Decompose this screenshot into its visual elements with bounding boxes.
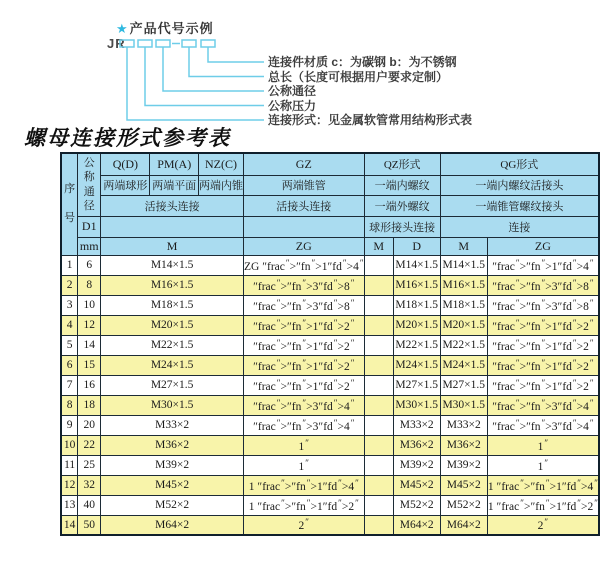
cell-qz-d: M33×2 — [393, 415, 440, 435]
table-row — [61, 355, 599, 375]
cell-gz: 1″ — [243, 435, 364, 455]
table-row — [61, 295, 599, 315]
cell-m: M36×2 — [101, 435, 244, 455]
cell-qg-m: M30×1.5 — [440, 395, 487, 415]
cell-qg-m: M18×1.5 — [440, 295, 487, 315]
cell-qz-d: M27×1.5 — [393, 375, 440, 395]
cell-qz-d: M22×1.5 — [393, 335, 440, 355]
cell-qg-m: M24×1.5 — [440, 355, 487, 375]
cell-m: M16×1.5 — [101, 275, 244, 295]
cell-qg-zg: ″frac″>″fn″>1″fd″>2″ — [487, 335, 599, 355]
connector-line — [127, 47, 264, 120]
cell-qg-zg: ″frac″>″fn″>1″fd″>2″ — [487, 315, 599, 335]
cell-qg-zg: 1″ — [487, 435, 599, 455]
cell-gz: 1 ″frac″>″fn″>1″fd″>4″ — [243, 475, 364, 495]
cell-seq: 12 — [61, 475, 78, 495]
cell-qg-zg: 1 ″frac″>″fn″>1″fd″>2″ — [487, 495, 599, 515]
table-row — [61, 315, 599, 335]
cell-m: M30×1.5 — [101, 395, 244, 415]
cell-seq: 5 — [61, 335, 78, 355]
reference-table — [60, 152, 600, 536]
cell-qz-m — [364, 355, 393, 375]
header-qz-row3: 一端外螺纹 — [364, 195, 440, 216]
header-qz-unit-m: M — [364, 237, 393, 255]
cell-dn: 12 — [78, 315, 101, 335]
cell-qg-m: M52×2 — [440, 495, 487, 515]
cell-gz: ″frac″>″fn″>1″fd″>2″ — [243, 375, 364, 395]
header-qg-unit-zg: ZG — [487, 237, 599, 255]
cell-qz-m — [364, 255, 393, 275]
header-qg-unit-m: M — [440, 237, 487, 255]
cell-m: M27×1.5 — [101, 375, 244, 395]
cell-qg-m: M39×2 — [440, 455, 487, 475]
cell-gz: ″frac″>″fn″>1″fd″>2″ — [243, 315, 364, 335]
cell-qz-m — [364, 275, 393, 295]
table-row — [61, 515, 599, 535]
cell-m: M22×1.5 — [101, 335, 244, 355]
cell-dn: 20 — [78, 415, 101, 435]
header-qg-code: QG形式 — [440, 153, 599, 175]
header-qz-code: QZ形式 — [364, 153, 440, 175]
cell-seq: 6 — [61, 355, 78, 375]
cell-qz-m — [364, 415, 393, 435]
cell-seq: 7 — [61, 375, 78, 395]
cell-qz-m — [364, 395, 393, 415]
cell-seq: 4 — [61, 315, 78, 335]
header-gz-unit: ZG — [243, 237, 364, 255]
cell-gz: ZG ″frac″>″fn″>1″fd″>4″ — [243, 255, 364, 275]
cell-dn: 50 — [78, 515, 101, 535]
cell-gz: ″frac″>″fn″>3″fd″>8″ — [243, 295, 364, 315]
cell-m: M45×2 — [101, 475, 244, 495]
header-empty-qpmnz — [101, 216, 244, 237]
connector-line — [208, 47, 264, 62]
code-label-diameter: 公称通径 — [268, 84, 317, 98]
cell-dn: 14 — [78, 335, 101, 355]
header-gz-ends: 两端锥管 — [243, 175, 364, 195]
cell-qg-m: M16×1.5 — [440, 275, 487, 295]
cell-dn: 6 — [78, 255, 101, 275]
cell-qz-d: M52×2 — [393, 495, 440, 515]
cell-qg-zg: ″frac″>″fn″>3″fd″>8″ — [487, 275, 599, 295]
code-label-length: 总长（长度可根据用户要求定制） — [268, 69, 449, 84]
cell-qz-m — [364, 315, 393, 335]
cell-dn: 18 — [78, 395, 101, 415]
cell-qz-m — [364, 375, 393, 395]
header-joint-conn: 活接头连接 — [101, 195, 244, 216]
cell-qz-d: M30×1.5 — [393, 395, 440, 415]
header-qg-row3: 一端锥管螺纹接头 — [440, 195, 599, 216]
star-icon: ★ — [116, 21, 129, 36]
header-d1: D1 — [78, 216, 101, 237]
cell-qg-m: M27×1.5 — [440, 375, 487, 395]
cell-m: M20×1.5 — [101, 315, 244, 335]
cell-gz: ″frac″>″fn″>1″fd″>2″ — [243, 335, 364, 355]
header-pm-ends: 两端平面 — [150, 175, 199, 195]
header-empty-gz — [243, 216, 364, 237]
cell-dn: 32 — [78, 475, 101, 495]
cell-dn: 40 — [78, 495, 101, 515]
cell-qz-d: M18×1.5 — [393, 295, 440, 315]
code-box — [201, 40, 215, 47]
cell-qz-d: M36×2 — [393, 435, 440, 455]
cell-m: M39×2 — [101, 455, 244, 475]
cell-qg-zg: ″frac″>″fn″>3″fd″>4″ — [487, 415, 599, 435]
cell-qg-m: M45×2 — [440, 475, 487, 495]
cell-qz-m — [364, 335, 393, 355]
cell-seq: 11 — [61, 455, 78, 475]
cell-m: M14×1.5 — [101, 255, 244, 275]
header-pm-code: PM(A) — [150, 153, 199, 175]
product-code-prefix: JR — [107, 36, 126, 51]
table-row — [61, 375, 599, 395]
cell-dn: 22 — [78, 435, 101, 455]
header-qg-row4: 连接 — [440, 216, 599, 237]
cell-qz-m — [364, 515, 393, 535]
code-labels — [268, 55, 472, 128]
cell-seq: 8 — [61, 395, 78, 415]
header-q-ends: 两端球形 — [101, 175, 150, 195]
cell-qg-m: M64×2 — [440, 515, 487, 535]
cell-m: M52×2 — [101, 495, 244, 515]
cell-gz: ″frac″>″fn″>1″fd″>2″ — [243, 355, 364, 375]
cell-dn: 8 — [78, 275, 101, 295]
cell-qz-d: M24×1.5 — [393, 355, 440, 375]
cell-m: M18×1.5 — [101, 295, 244, 315]
cell-qz-d: M39×2 — [393, 455, 440, 475]
cell-gz: 1 ″frac″>″fn″>1″fd″>2″ — [243, 495, 364, 515]
cell-dn: 15 — [78, 355, 101, 375]
cell-qg-zg: ″frac″>″fn″>3″fd″>8″ — [487, 295, 599, 315]
cell-m: M64×2 — [101, 515, 244, 535]
cell-qz-d: M45×2 — [393, 475, 440, 495]
table-row — [61, 275, 599, 295]
cell-qg-m: M33×2 — [440, 415, 487, 435]
cell-seq: 2 — [61, 275, 78, 295]
code-label-connection: 连接形式：见金属软管常用结构形式表 — [268, 113, 473, 127]
header-mm: mm — [78, 237, 101, 255]
cell-qz-m — [364, 495, 393, 515]
cell-seq: 10 — [61, 435, 78, 455]
cell-m: M24×1.5 — [101, 355, 244, 375]
code-box — [182, 40, 196, 47]
cell-seq: 3 — [61, 295, 78, 315]
cell-seq: 13 — [61, 495, 78, 515]
header-nz-code: NZ(C) — [198, 153, 243, 175]
cell-seq: 14 — [61, 515, 78, 535]
cell-qg-zg: 1 ″frac″>″fn″>1″fd″>4″ — [487, 475, 599, 495]
code-box — [156, 40, 170, 47]
cell-qg-zg: ″frac″>″fn″>3″fd″>4″ — [487, 395, 599, 415]
cell-gz: 2″ — [243, 515, 364, 535]
cell-qg-zg: 1″ — [487, 455, 599, 475]
cell-qg-zg: ″frac″>″fn″>1″fd″>4″ — [487, 255, 599, 275]
table-body — [61, 255, 599, 535]
table-row — [61, 395, 599, 415]
product-code-title-text: 产品代号示例 — [129, 21, 214, 36]
header-qz-row2: 一端内螺纹 — [364, 175, 440, 195]
header-q-code: Q(D) — [101, 153, 150, 175]
cell-qg-m: M20×1.5 — [440, 315, 487, 335]
cell-qz-d: M16×1.5 — [393, 275, 440, 295]
cell-gz: ″frac″>″fn″>3″fd″>4″ — [243, 415, 364, 435]
header-gz-conn: 活接头连接 — [243, 195, 364, 216]
header-qg-row2: 一端内螺纹活接头 — [440, 175, 599, 195]
table-head — [61, 153, 599, 255]
cell-dn: 10 — [78, 295, 101, 315]
cell-seq: 1 — [61, 255, 78, 275]
cell-dn: 25 — [78, 455, 101, 475]
header-dn: 公 称 通 径 — [78, 153, 101, 216]
cell-qz-m — [364, 295, 393, 315]
header-nz-ends: 两端内锥 — [198, 175, 243, 195]
cell-gz: 1″ — [243, 455, 364, 475]
code-box — [120, 40, 134, 47]
cell-qg-zg: ″frac″>″fn″>1″fd″>2″ — [487, 375, 599, 395]
cell-qg-zg: ″frac″>″fn″>1″fd″>2″ — [487, 355, 599, 375]
table-row — [61, 455, 599, 475]
cell-qz-d: M64×2 — [393, 515, 440, 535]
header-gz-code: GZ — [243, 153, 364, 175]
cell-dn: 16 — [78, 375, 101, 395]
header-qz-unit-d: D — [393, 237, 440, 255]
table-row — [61, 415, 599, 435]
code-label-pressure: 公称压力 — [268, 98, 317, 113]
cell-seq: 9 — [61, 415, 78, 435]
table-title: 螺母连接形式参考表 — [24, 126, 231, 150]
cell-qz-d: M14×1.5 — [393, 255, 440, 275]
connector-line — [163, 47, 264, 91]
code-label-material: 连接件材质 c：为碳钢 b：为不锈钢 — [268, 55, 457, 69]
cell-qg-m: M14×1.5 — [440, 255, 487, 275]
header-qz-row4: 球形接头连接 — [364, 216, 440, 237]
table-row — [61, 335, 599, 355]
cell-gz: ″frac″>″fn″>3″fd″>4″ — [243, 395, 364, 415]
code-box — [138, 40, 152, 47]
cell-qz-d: M20×1.5 — [393, 315, 440, 335]
cell-qz-m — [364, 435, 393, 455]
cell-qg-zg: 2″ — [487, 515, 599, 535]
cell-gz: ″frac″>″fn″>3″fd″>8″ — [243, 275, 364, 295]
cell-m: M33×2 — [101, 415, 244, 435]
header-m-unit: M — [101, 237, 244, 255]
cell-qg-m: M36×2 — [440, 435, 487, 455]
cell-qg-m: M22×1.5 — [440, 335, 487, 355]
table-row — [61, 495, 599, 515]
table-row — [61, 255, 599, 275]
cell-qz-m — [364, 475, 393, 495]
table-row — [61, 435, 599, 455]
table-row — [61, 475, 599, 495]
header-seq: 序 号 — [61, 153, 78, 255]
cell-qz-m — [364, 455, 393, 475]
